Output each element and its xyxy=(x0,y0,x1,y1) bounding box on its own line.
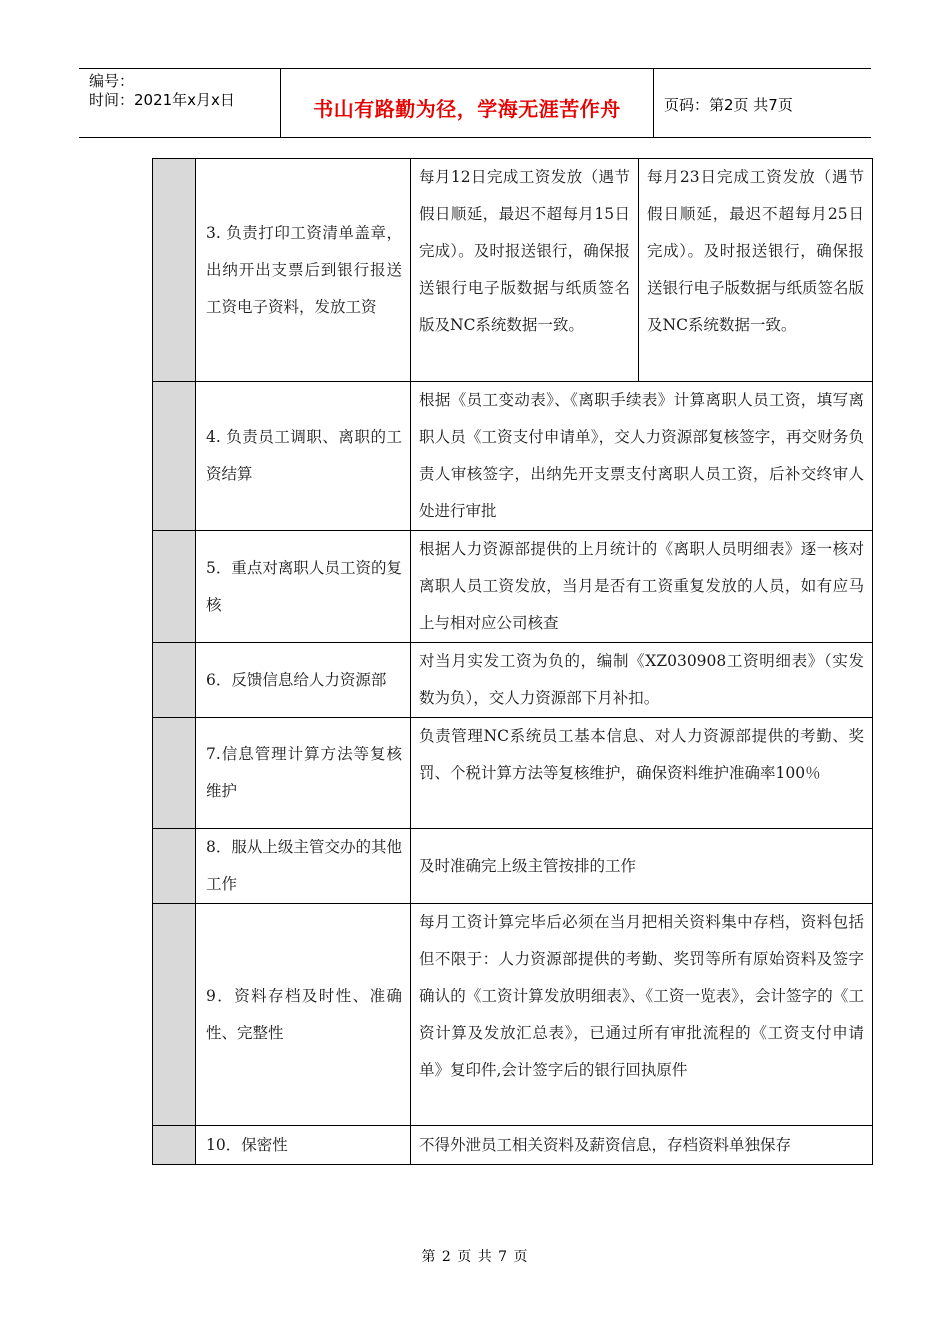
table-row xyxy=(153,829,873,904)
duty-item: 8．服从上级主管交办的其他工作 xyxy=(196,829,411,904)
header-page-label: 页码：第2页 共7页 xyxy=(664,96,793,114)
page-header xyxy=(79,68,871,138)
side-column-cell xyxy=(153,643,196,718)
table-row xyxy=(153,643,873,718)
side-column-cell xyxy=(153,718,196,829)
duty-item: 5．重点对离职人员工资的复核 xyxy=(196,531,411,643)
duty-item: 3. 负责打印工资清单盖章，出纳开出支票后到银行报送工资电子资料，发放工资 xyxy=(196,159,411,382)
duty-detail: 每月工资计算完毕后必须在当月把相关资料集中存档，资料包括但不限于：人力资源部提供的考勤、奖罚等所有原始资料及签字确认的《工资计算发放明细表》、《工资一览表》，会计签字的《工资计算及发放汇总表》，已通过所有审批流程的《工资支付申请单》复印件,会计签字后的银行回执原件 xyxy=(411,904,873,1126)
table-row xyxy=(153,718,873,829)
duty-item: 10．保密性 xyxy=(196,1126,411,1165)
side-column-cell xyxy=(153,1126,196,1165)
duty-detail: 每月12日完成工资发放（遇节假日顺延，最迟不超每月15日完成）。及时报送银行，确保报送银行电子版数据与纸质签名版及NC系统数据一致。 xyxy=(411,159,639,382)
header-slogan: 书山有路勤为径，学海无涯苦作舟 xyxy=(313,97,621,121)
document-number-label: 编号： xyxy=(89,72,135,90)
duty-detail: 负责管理NC系统员工基本信息、对人力资源部提供的考勤、奖罚、个税计算方法等复核维护，确保资料维护准确率100％ xyxy=(411,718,873,829)
side-column-cell xyxy=(153,904,196,1126)
table-row xyxy=(153,159,873,382)
table-row xyxy=(153,1126,873,1165)
header-slogan-cell xyxy=(281,69,654,137)
duty-detail: 每月23日完成工资发放（遇节假日顺延，最迟不超每月25日完成）。及时报送银行，确保报送银行电子版数据与纸质签名版及NC系统数据一致。 xyxy=(639,159,873,382)
table-row xyxy=(153,904,873,1126)
page-footer: 第 2 页 共 7 页 xyxy=(421,1249,529,1265)
header-meta xyxy=(79,69,281,137)
duty-item: 9．资料存档及时性、准确性、完整性 xyxy=(196,904,411,1126)
duty-item: 4. 负责员工调职、离职的工资结算 xyxy=(196,382,411,531)
duty-table xyxy=(152,158,873,1165)
duty-detail: 根据《员工变动表》、《离职手续表》计算离职人员工资，填写离职人员《工资支付申请单》，交人力资源部复核签字，再交财务负责人审核签字，出纳先开支票支付离职人员工资，后补交终审人处进行审批 xyxy=(411,382,873,531)
document-time-label: 时间：2021年x月x日 xyxy=(89,91,235,109)
duty-detail: 对当月实发工资为负的，编制《XZ030908工资明细表》（实发数为负），交人力资源部下月补扣。 xyxy=(411,643,873,718)
side-column-cell xyxy=(153,159,196,382)
side-column-cell xyxy=(153,829,196,904)
side-column-cell xyxy=(153,531,196,643)
duty-detail: 不得外泄员工相关资料及薪资信息，存档资料单独保存 xyxy=(411,1126,873,1165)
duty-item: 6．反馈信息给人力资源部 xyxy=(196,643,411,718)
side-column-cell xyxy=(153,382,196,531)
table-row xyxy=(153,531,873,643)
duty-detail: 根据人力资源部提供的上月统计的《离职人员明细表》逐一核对离职人员工资发放，当月是否有工资重复发放的人员，如有应马上与相对应公司核查 xyxy=(411,531,873,643)
table-row xyxy=(153,382,873,531)
duty-detail: 及时准确完上级主管按排的工作 xyxy=(411,829,873,904)
duty-item: 7.信息管理计算方法等复核维护 xyxy=(196,718,411,829)
